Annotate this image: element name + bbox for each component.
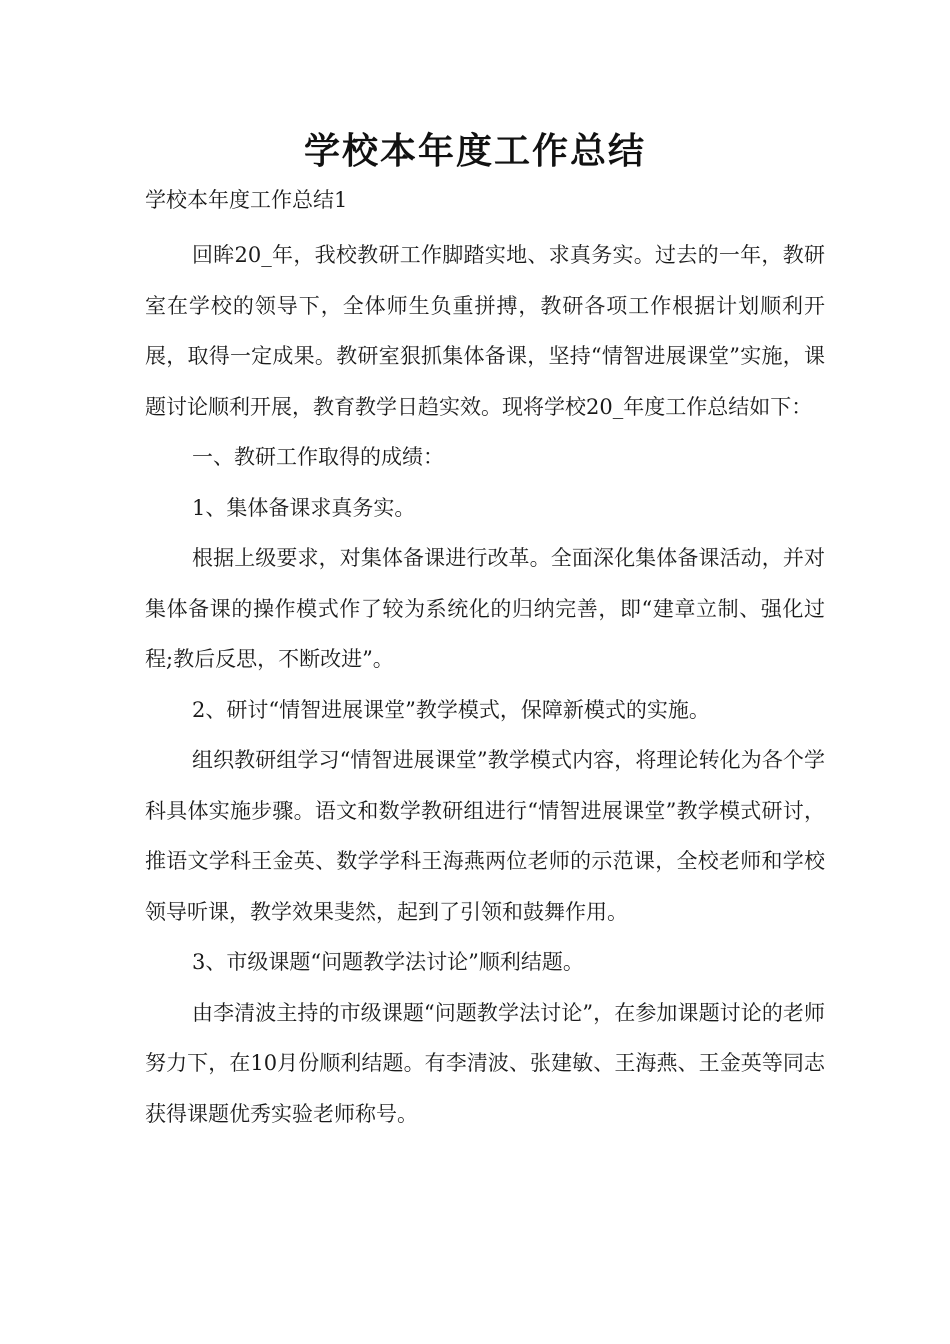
paragraph: 由李清波主持的市级课题“问题教学法讨论”，在参加课题讨论的老师努力下，在10月份顺利结题。有李清波、张建敏、王海燕、王金英等同志获得课题优秀实验老师称号。 xyxy=(145,1000,825,1126)
paragraph: 回眸20_年，我校教研工作脚踏实地、求真务实。过去的一年，教研室在学校的领导下，全体师生负重拼搏，教研各项工作根据计划顺利开展，取得一定成果。教研室狠抓集体备课，坚持“情智进展课堂”实施，课题讨论顺利开展，教育教学日趋实效。现将学校20_年度工作总结如下： xyxy=(145,243,825,419)
document-title: 学校本年度工作总结 xyxy=(303,131,646,172)
section-subtitle: 学校本年度工作总结1 xyxy=(145,188,348,212)
subsection-heading: 2、研讨“情智进展课堂”教学模式，保障新模式的实施。 xyxy=(192,697,710,722)
paragraph: 组织教研组学习“情智进展课堂”教学模式内容，将理论转化为各个学科具体实施步骤。语文和数学教研组进行“情智进展课堂”教学模式研讨，推语文学科王金英、数学学科王海燕两位老师的示范课，全校老师和学校领导听课，教学效果斐然，起到了引领和鼓舞作用。 xyxy=(145,748,825,924)
document-body xyxy=(145,180,825,1139)
paragraph: 根据上级要求，对集体备课进行改革。全面深化集体备课活动，并对集体备课的操作模式作了较为系统化的归纳完善，即“建章立制、强化过程;教后反思，不断改进”。 xyxy=(145,546,825,671)
subsection-heading: 1、集体备课求真务实。 xyxy=(192,495,416,520)
section-heading: 一、教研工作取得的成绩： xyxy=(192,445,444,469)
subsection-heading: 3、市级课题“问题教学法讨论”顺利结题。 xyxy=(192,950,584,974)
